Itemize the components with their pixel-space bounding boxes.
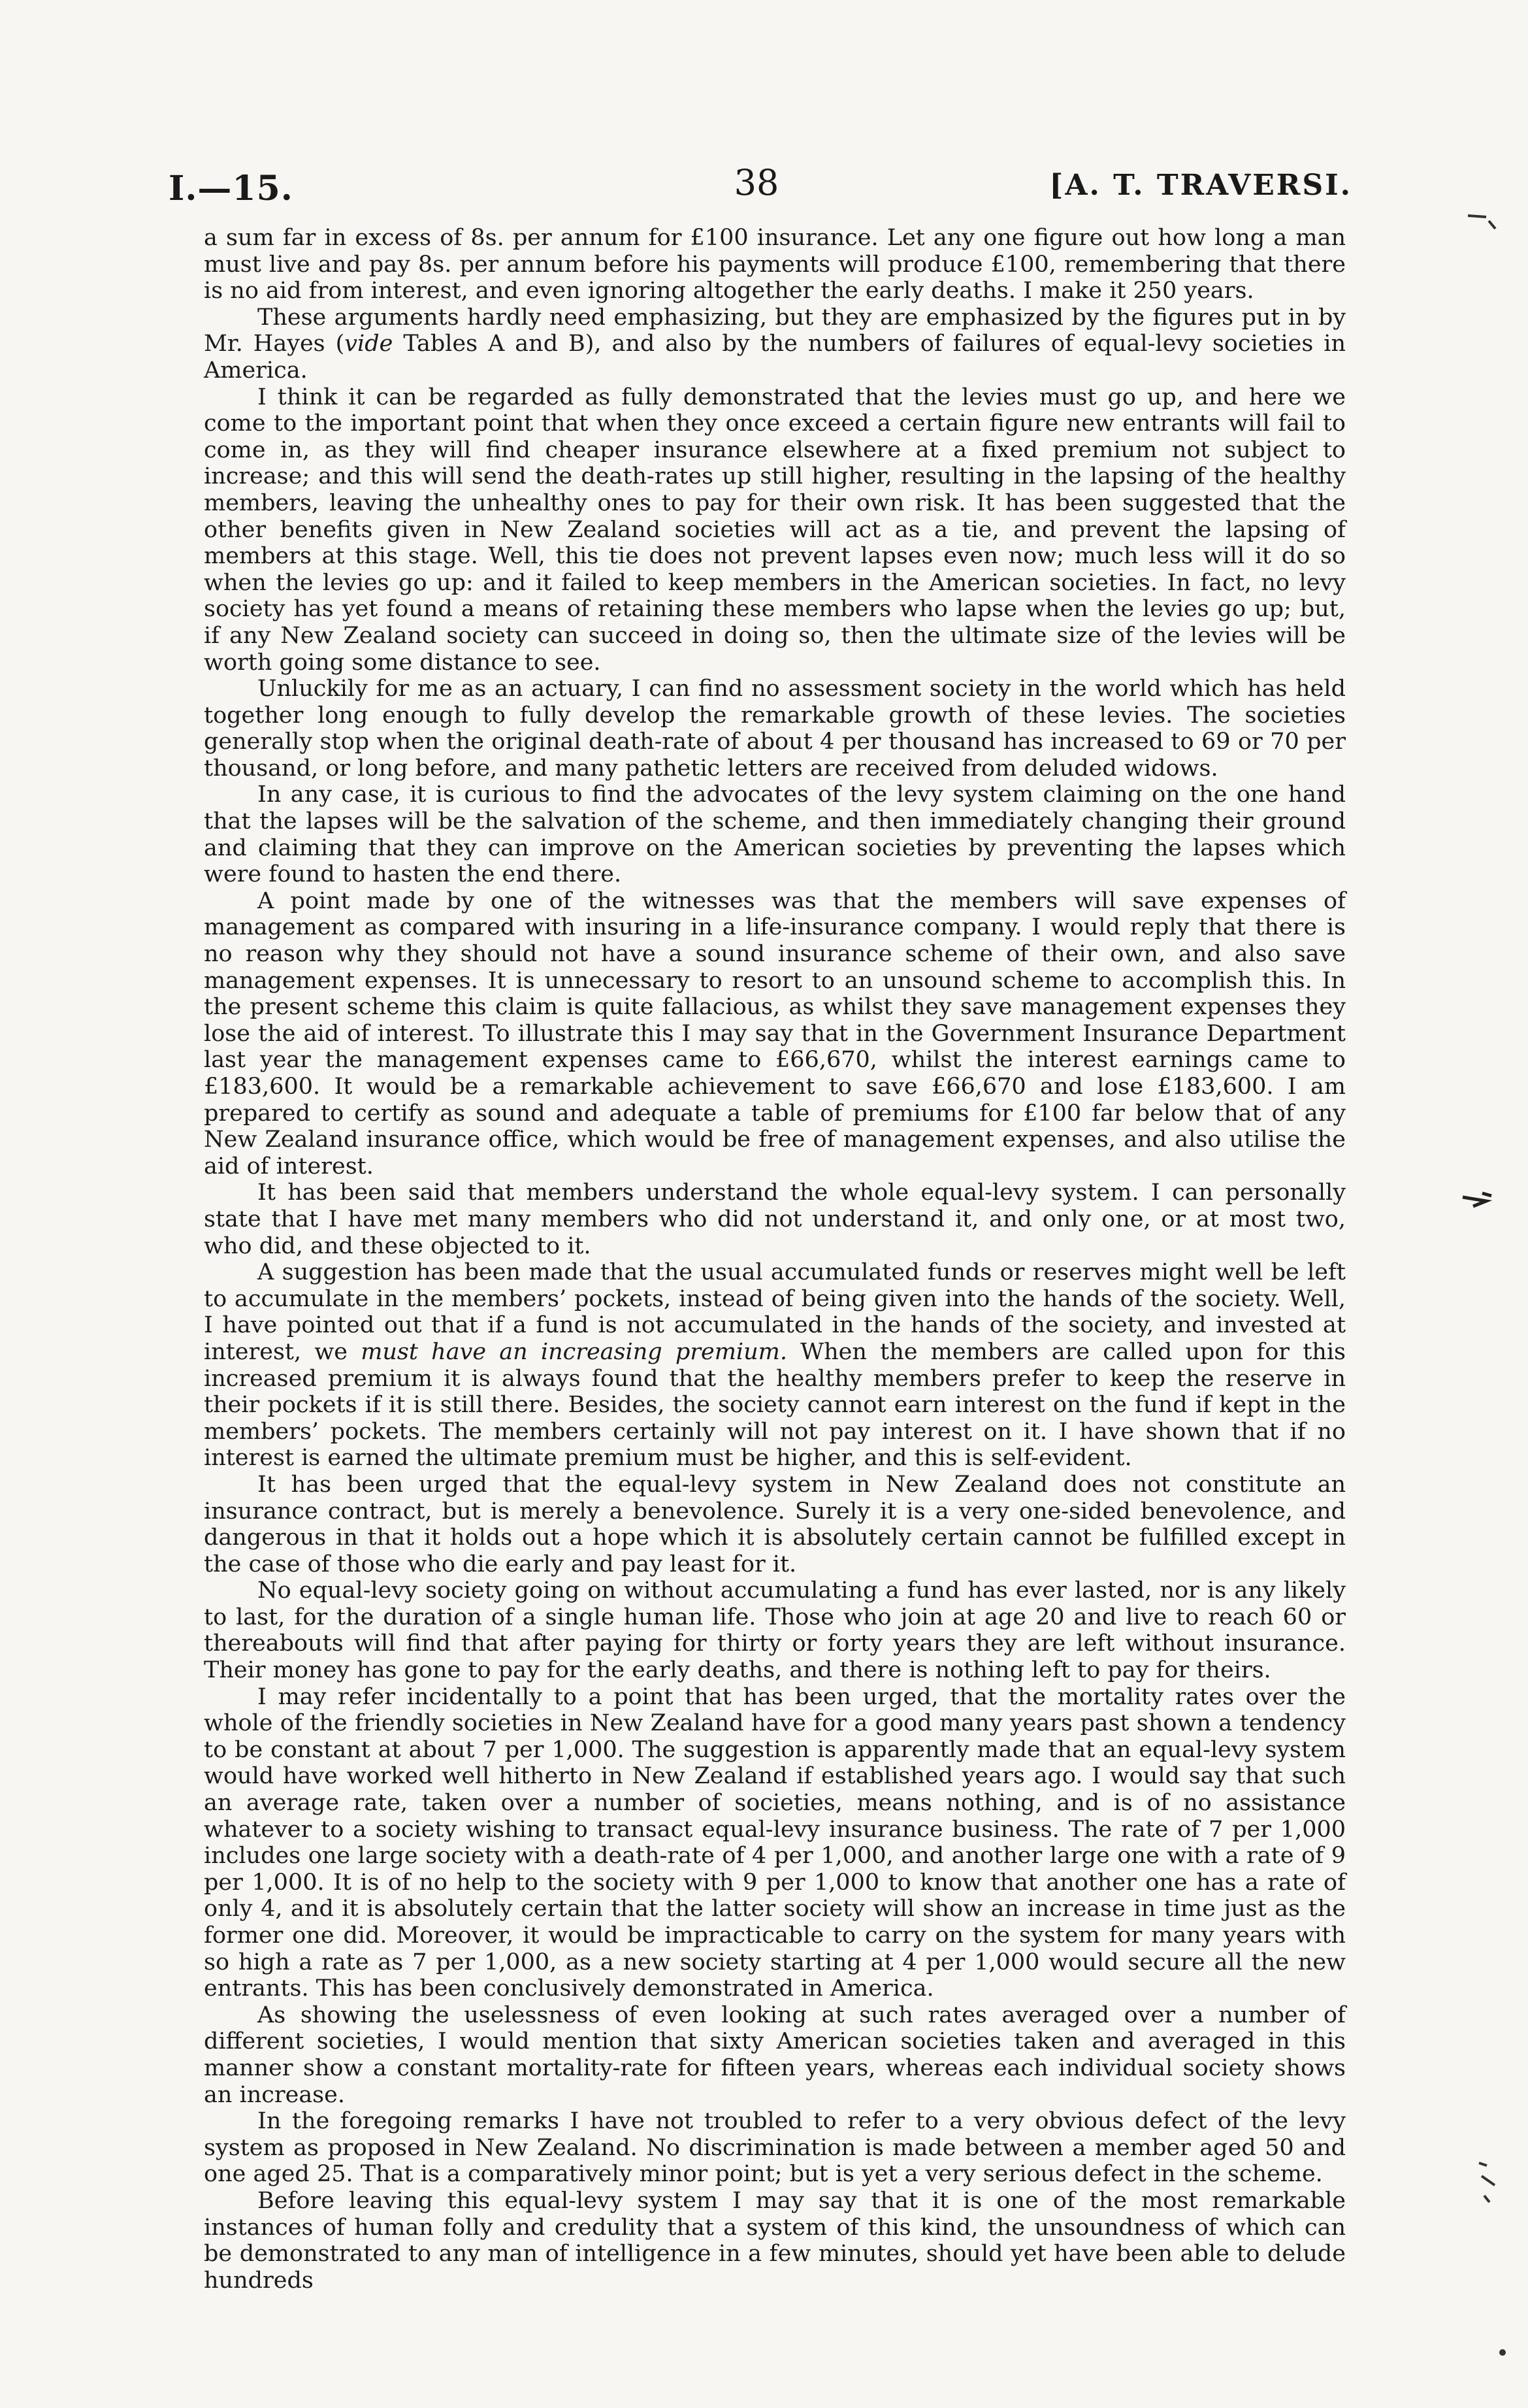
paragraph-9: It has been urged that the equal-levy system in New Zealand does not constitute an insurance contract, but is merely a benevolence. Surely it is a very one-sided benevolence, and dangerous in that it holds out a hope which it is absolutely certain cannot be fulfilled except in the case of those who die early and pay least for it. bbox=[204, 1471, 1346, 1577]
document-body bbox=[204, 225, 1346, 2294]
paragraph-11: I may refer incidentally to a point that has been urged, that the mortality rates over the whole of the friendly societies in New Zealand have for a good many years past shown a tendency to be constant at about 7 per 1,000. The suggestion is apparently made that an equal-levy system would have worked well hitherto in New Zealand if established years ago. I would say that such an average rate, taken over a number of societies, means nothing, and is of no assistance whatever to a society wishing to transact equal-levy insurance business. The rate of 7 per 1,000 includes one large society with a death-rate of 4 per 1,000, and another large one with a rate of 9 per 1,000. It is of no help to the society with 9 per 1,000 to know that another one has a rate of only 4, and it is absolutely certain that the latter society will show an increase in time just as the former one did. Moreover, it would be impracticable to carry on the system for many years with so high a rate as 7 per 1,000, as a new society starting at 4 per 1,000 would secure all the new entrants. This has been conclusively demonstrated in America. bbox=[204, 1683, 1346, 2002]
emphasis-vide: vide bbox=[344, 331, 393, 357]
paragraph-14: Before leaving this equal-levy system I may say that it is one of the most remarkable instances of human folly and credulity that a system of this kind, the unsoundness of which can be demonstrated to any man of intelligence in a few minutes, should yet have been able to delude hundreds bbox=[204, 2187, 1346, 2294]
paragraph-8: A suggestion has been made that the usual accumulated funds or reserves might well be left to accumulate in the members’ pockets, instead of being given into the hands of the society. Well, I have pointed out that if a fund is not accumulated in the hands of the society, and invested at interest, we must have an increasing premium. When the members are called upon for this increased premium it is always found that the healthy members prefer to keep the reserve in their pockets if it is still there. Besides, the society cannot earn interest on the fund if kept in the members’ pockets. The members certainly will not pay interest on it. I have shown that if no interest is earned the ultimate premium must be higher, and this is self-evident. bbox=[204, 1259, 1346, 1472]
paper-reference: I.—15. bbox=[169, 169, 293, 208]
paragraph-2: These arguments hardly need emphasizing, but they are emphasized by the figures put in by Mr. Hayes (vide Tables A and B), and also by the numbers of failures of equal-levy societies in America. bbox=[204, 304, 1346, 384]
margin-mark-top bbox=[1467, 209, 1499, 235]
paragraph-3: I think it can be regarded as fully demonstrated that the levies must go up, and here we come to the important point that when they once exceed a certain figure new entrants will fail to come in, as they will find cheaper insurance elsewhere at a fixed premium not subject to increase; and this will send the death-rates up still higher, resulting in the lapsing of the healthy members, leaving the unhealthy ones to pay for their own risk. It has been suggested that the other benefits given in New Zealand societies will act as a tie, and prevent the lapsing of members at this stage. Well, this tie does not prevent lapses even now; much less will it do so when the levies go up: and it failed to keep members in the American societies. In fact, no levy society has yet found a means of retaining these members who lapse when the levies go up; but, if any New Zealand society can succeed in doing so, then the ultimate size of the levies will be worth going some distance to see. bbox=[204, 384, 1346, 676]
margin-mark-lower bbox=[1475, 2156, 1501, 2209]
paragraph-7: It has been said that members understand the whole equal-levy system. I can personally state that I have met many members who did not understand it, and only one, or at most two, who did, and these objected to it. bbox=[204, 1179, 1346, 1259]
margin-mark-bottom bbox=[1496, 2346, 1509, 2359]
paragraph-12: As showing the uselessness of even looking at such rates averaged over a number of different societies, I would mention that sixty American societies taken and averaged in this manner show a constant mortality-rate for fifteen years, whereas each individual society shows an increase. bbox=[204, 2002, 1346, 2108]
paragraph-13: In the foregoing remarks I have not troubled to refer to a very obvious defect of the levy system as proposed in New Zealand. No discrimination is made between a member aged 50 and one aged 25. That is a comparatively minor point; but is yet a very serious defect in the scheme. bbox=[204, 2108, 1346, 2188]
paragraph-6: A point made by one of the witnesses was that the members will save expenses of management as compared with insuring in a life-insurance company. I would reply that there is no reason why they should not have a sound insurance scheme of their own, and also save management expenses. It is unnecessary to resort to an unsound scheme to accomplish this. In the present scheme this claim is quite fallacious, as whilst they save management expenses they lose the aid of interest. To illustrate this I may say that in the Government Insurance Department last year the management expenses came to £66,670, whilst the interest earnings came to £183,600. It would be a remarkable achievement to save £66,670 and lose £183,600. I am prepared to certify as sound and adequate a table of premiums for £100 far below that of any New Zealand insurance office, which would be free of management expenses, and also utilise the aid of interest. bbox=[204, 887, 1346, 1179]
paragraph-1: a sum far in excess of 8s. per annum for £100 insurance. Let any one figure out how long a man must live and pay 8s. per annum before his payments will produce £100, remembering that there is no aid from interest, and even ignoring altogether the early deaths. I make it 250 years. bbox=[204, 225, 1346, 305]
margin-mark-middle bbox=[1460, 1189, 1499, 1215]
emphasis-increasing-premium: must have an increasing premium. bbox=[361, 1338, 787, 1365]
paragraph-4: Unluckily for me as an actuary, I can find no assessment society in the world which has held together long enough to fully develop the remarkable growth of these levies. The societies generally stop when the original death-rate of about 4 per thousand has increased to 69 or 70 per thousand, or long before, and many pathetic letters are received from deluded widows. bbox=[204, 676, 1346, 782]
paragraph-10: No equal-levy society going on without accumulating a fund has ever lasted, nor is any likely to last, for the duration of a single human life. Those who join at age 20 and live to reach 60 or thereabouts will find that after paying for thirty or forty years they are left without insurance. Their money has gone to pay for the early deaths, and there is nothing left to pay for theirs. bbox=[204, 1577, 1346, 1684]
witness-name: [A. T. TRAVERSI. bbox=[1049, 169, 1352, 202]
paragraph-5: In any case, it is curious to find the advocates of the levy system claiming on the one hand that the lapses will be the salvation of the scheme, and then immediately changing their ground and claiming that they can improve on the American societies by preventing the lapses which were found to hasten the end there. bbox=[204, 782, 1346, 888]
page-header bbox=[169, 157, 1352, 216]
page-number: 38 bbox=[734, 162, 779, 203]
